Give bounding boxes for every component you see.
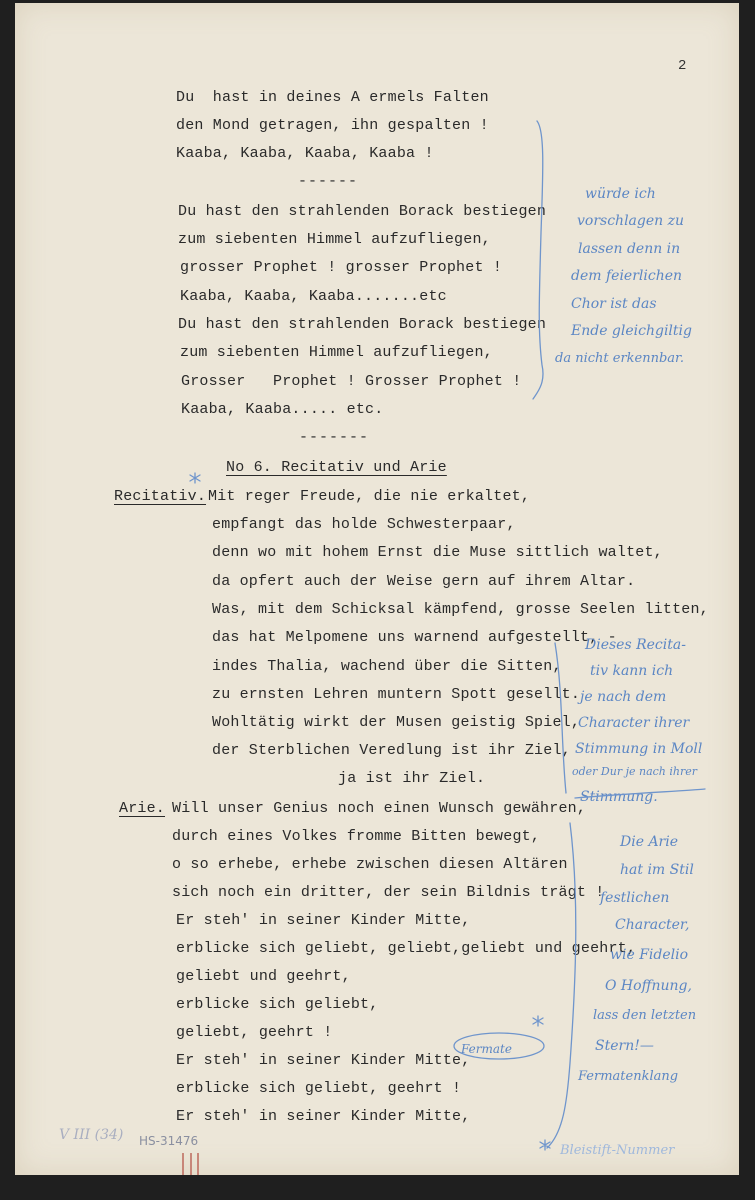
pen-marks: [15, 3, 739, 1175]
asterisk-mark: [533, 1016, 543, 1026]
arie-line: Er steh' in seiner Kinder Mitte,: [176, 912, 471, 929]
arie-line: erblicke sich geliebt, geliebt,geliebt und geehrt,: [176, 940, 637, 957]
handwritten-line: würde ich: [585, 186, 656, 202]
margin-bracket: [555, 643, 566, 793]
verse-line: Kaaba, Kaaba, Kaaba.......etc: [180, 288, 447, 305]
verse-line: Du hast in deines A ermels Falten: [176, 89, 489, 106]
separator: ------: [298, 173, 359, 190]
asterisk-mark: [190, 473, 200, 483]
recitativ-line: Mit reger Freude, die nie erkaltet,: [208, 488, 531, 505]
insert-circle: [454, 1033, 544, 1059]
handwritten-line: vorschlagen zu: [577, 213, 685, 229]
verse-line: Du hast den strahlenden Borack bestiegen: [178, 203, 547, 220]
recitativ-line: das hat Melpomene uns warnend aufgestellt, -: [212, 629, 617, 646]
margin-bracket: [533, 121, 543, 399]
handwritten-line: lassen denn in: [578, 241, 681, 257]
margin-insert: Fermate: [461, 1042, 512, 1056]
recitativ-line: indes Thalia, wachend über die Sitten,: [212, 658, 562, 675]
handwritten-line: dem feierlichen: [571, 268, 683, 284]
handwritten-line: Fermatenklang: [578, 1069, 679, 1084]
arie-label: Arie.: [119, 800, 166, 817]
handwritten-line: Stimmung.: [580, 789, 658, 805]
arie-line: geliebt und geehrt,: [176, 968, 351, 985]
asterisk-mark: [540, 1140, 550, 1150]
arie-line: durch eines Volkes fromme Bitten bewegt,: [172, 828, 541, 845]
recitativ-line: empfangt das holde Schwesterpaar,: [212, 516, 516, 533]
recitativ-line: zu ernsten Lehren muntern Spott gesellt.: [212, 686, 581, 703]
handwritten-line: tiv kann ich: [590, 663, 674, 679]
archive-number: HS-31476: [139, 1134, 199, 1148]
recitativ-line: Was, mit dem Schicksal kämpfend, grosse Seelen litten,: [212, 601, 709, 618]
page-number: 2: [678, 58, 687, 74]
recitativ-line: da opfert auch der Weise gern auf ihrem Altar.: [212, 573, 636, 590]
handwritten-line: Character,: [615, 917, 690, 933]
arie-line: Will unser Genius noch einen Wunsch gewähren,: [172, 800, 587, 817]
recitativ-line: Wohltätig wirkt der Musen geistig Spiel,: [212, 714, 581, 731]
handwritten-line: Stern!—: [595, 1038, 654, 1054]
handwritten-line: Stimmung in Moll: [575, 741, 703, 757]
archive-signature: V III (34): [59, 1127, 124, 1143]
document-page: [15, 3, 739, 1175]
verse-line: zum siebenten Himmel aufzufliegen,: [180, 344, 493, 361]
handwritten-line: Dieses Recita-: [585, 637, 686, 653]
verse-line: zum siebenten Himmel aufzufliegen,: [178, 231, 491, 248]
recitativ-line: denn wo mit hohem Ernst die Muse sittlich waltet,: [212, 544, 663, 561]
verse-line: Du hast den strahlenden Borack bestiegen: [178, 316, 547, 333]
recitativ-line: ja ist ihr Ziel.: [338, 770, 486, 787]
handwritten-line: je nach dem: [580, 689, 667, 705]
handwritten-line: lass den letzten: [593, 1008, 697, 1023]
handwritten-line: Chor ist das: [571, 296, 657, 312]
arie-line: geliebt, geehrt !: [176, 1024, 333, 1041]
verse-line: Kaaba, Kaaba, Kaaba, Kaaba !: [176, 145, 434, 162]
arie-line: o so erhebe, erhebe zwischen diesen Altären: [172, 856, 568, 873]
handwritten-line: wie Fidelio: [610, 947, 689, 963]
handwritten-line: Ende gleichgiltig: [571, 323, 692, 339]
verse-line: den Mond getragen, ihn gespalten !: [176, 117, 489, 134]
arie-line: Er steh' in seiner Kinder Mitte,: [176, 1108, 471, 1125]
arie-line: Er steh' in seiner Kinder Mitte,: [176, 1052, 471, 1069]
bottom-note: Bleistift-Nummer: [560, 1143, 675, 1158]
handwritten-line: Die Arie: [620, 834, 679, 850]
separator: -------: [299, 429, 370, 446]
arie-line: sich noch ein dritter, der sein Bildnis trägt !: [172, 884, 605, 901]
recitativ-label: Recitativ.: [114, 488, 207, 505]
recitativ-line: der Sterblichen Veredlung ist ihr Ziel,: [212, 742, 571, 759]
verse-line: grosser Prophet ! grosser Prophet !: [180, 259, 503, 276]
handwritten-line: da nicht erkennbar.: [555, 351, 684, 366]
arie-line: erblicke sich geliebt,: [176, 996, 379, 1013]
handwritten-line: oder Dur je nach ihrer: [572, 765, 698, 778]
handwritten-line: Character ihrer: [578, 715, 690, 731]
handwritten-line: festlichen: [600, 890, 670, 906]
verse-line: Grosser Prophet ! Grosser Prophet !: [181, 373, 522, 390]
verse-line: Kaaba, Kaaba..... etc.: [181, 401, 384, 418]
arie-line: erblicke sich geliebt, geehrt !: [176, 1080, 462, 1097]
handwritten-line: hat im Stil: [620, 862, 694, 878]
handwritten-line: O Hoffnung,: [605, 978, 692, 994]
section-title: No 6. Recitativ und Arie: [226, 459, 447, 476]
